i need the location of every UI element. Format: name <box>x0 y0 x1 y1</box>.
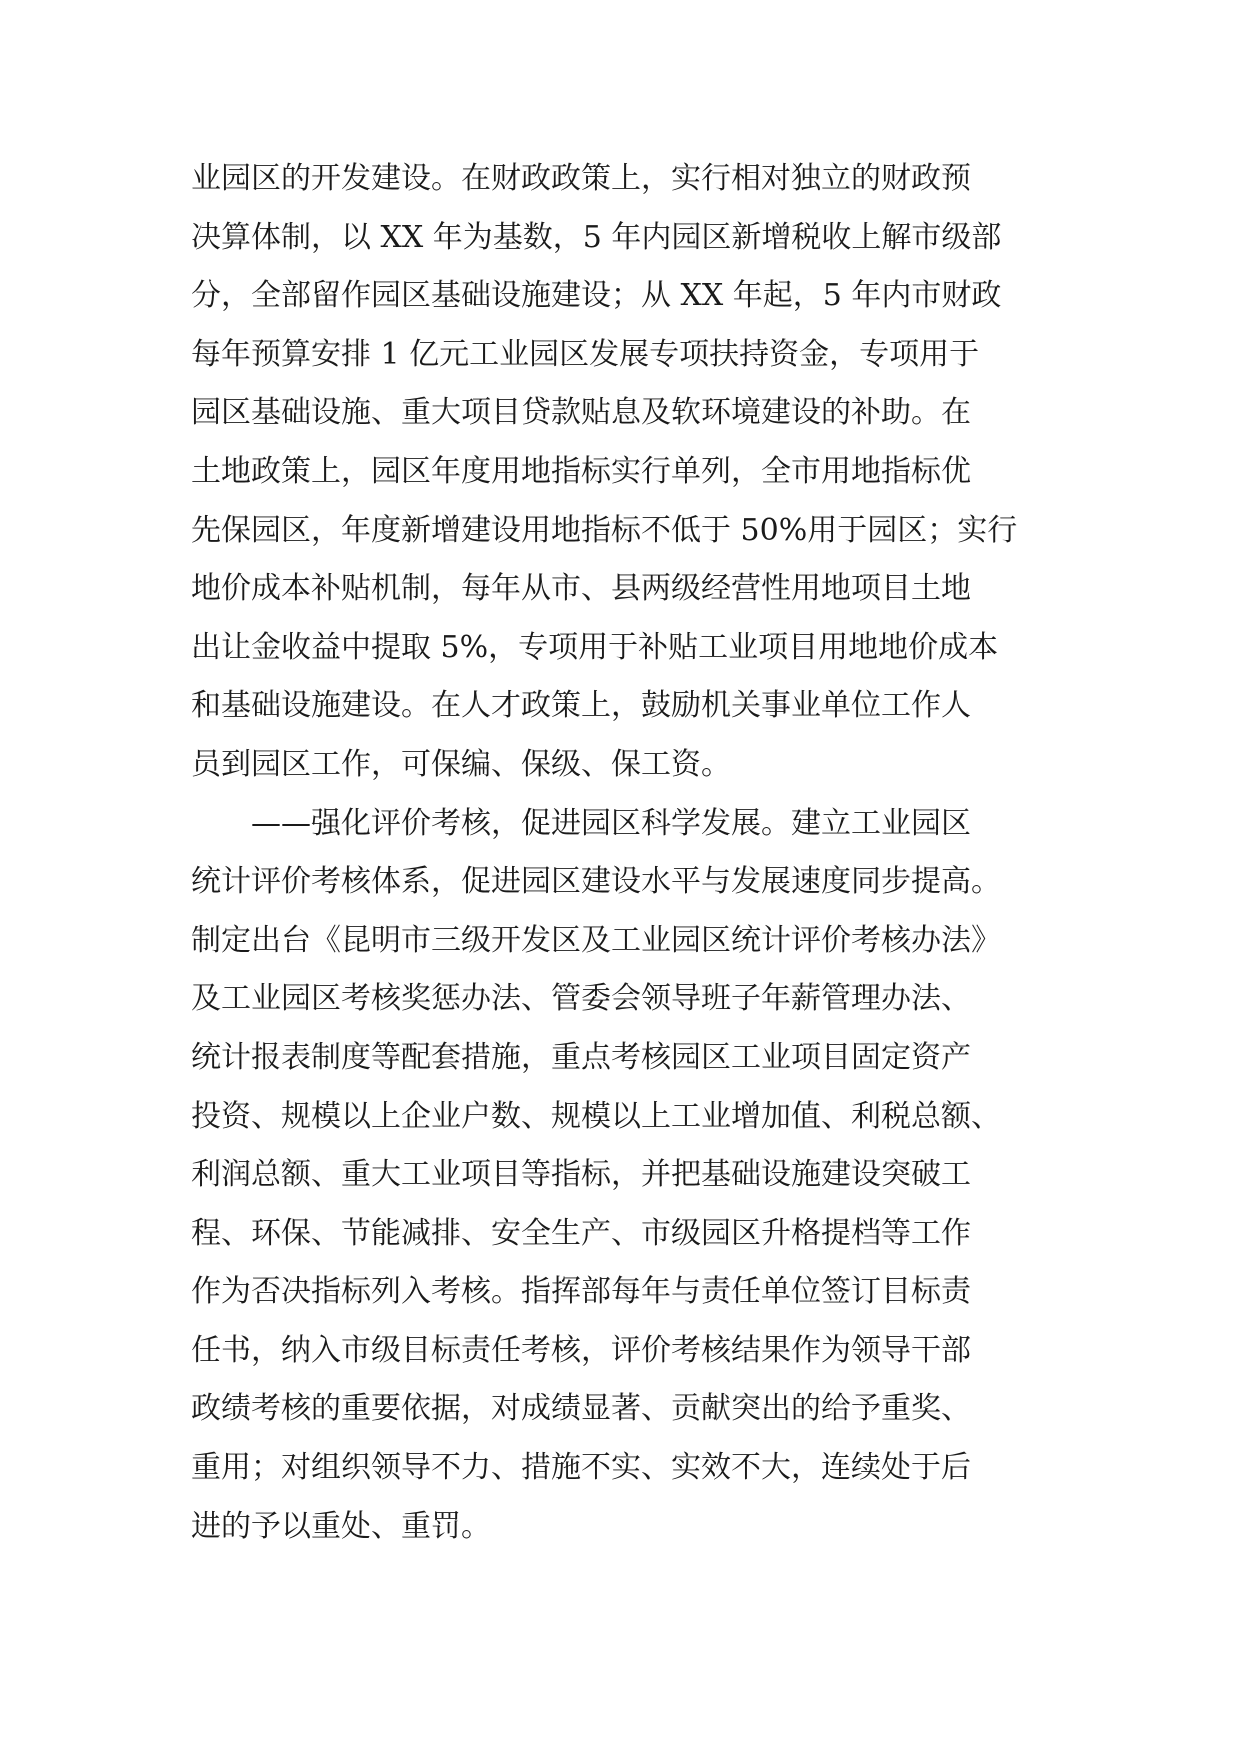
text-line: 分，全部留作园区基础设施建设；从 XX 年起，5 年内市财政 <box>191 278 1002 314</box>
paragraph-1 <box>191 150 1091 795</box>
paragraph-2 <box>191 795 1091 1557</box>
text-line: 土地政策上，园区年度用地指标实行单列，全市用地指标优 <box>191 453 971 489</box>
text-line: ——强化评价考核，促进园区科学发展。建立工业园区 <box>251 805 971 841</box>
text-line: 决算体制，以 XX 年为基数，5 年内园区新增税收上解市级部 <box>191 219 1002 255</box>
text-line: 制定出台《昆明市三级开发区及工业园区统计评价考核办法》 <box>191 922 1001 958</box>
text-line: 利润总额、重大工业项目等指标，并把基础设施建设突破工 <box>191 1157 971 1193</box>
text-line: 地价成本补贴机制，每年从市、县两级经营性用地项目土地 <box>191 571 971 607</box>
text-line: 员到园区工作，可保编、保级、保工资。 <box>191 746 731 782</box>
text-line: 先保园区，年度新增建设用地指标不低于 50%用于园区；实行 <box>191 512 1018 548</box>
text-line: 出让金收益中提取 5%，专项用于补贴工业项目用地地价成本 <box>191 629 999 665</box>
text-line: 进的予以重处、重罚。 <box>191 1508 491 1544</box>
text-line: 及工业园区考核奖惩办法、管委会领导班子年薪管理办法、 <box>191 981 971 1017</box>
text-line: 统计报表制度等配套措施，重点考核园区工业项目固定资产 <box>191 1039 971 1075</box>
text-line: 统计评价考核体系，促进园区建设水平与发展速度同步提高。 <box>191 864 1001 900</box>
text-line: 投资、规模以上企业户数、规模以上工业增加值、利税总额、 <box>191 1098 1001 1134</box>
document-body <box>191 150 1091 1556</box>
text-line: 任书，纳入市级目标责任考核，评价考核结果作为领导干部 <box>191 1332 971 1368</box>
text-line: 每年预算安排 1 亿元工业园区发展专项扶持资金，专项用于 <box>191 336 980 372</box>
text-line: 和基础设施建设。在人才政策上，鼓励机关事业单位工作人 <box>191 688 971 724</box>
text-line: 业园区的开发建设。在财政政策上，实行相对独立的财政预 <box>191 161 971 196</box>
text-line: 作为否决指标列入考核。指挥部每年与责任单位签订目标责 <box>191 1274 971 1310</box>
text-line: 程、环保、节能减排、安全生产、市级园区升格提档等工作 <box>191 1215 971 1251</box>
text-line: 政绩考核的重要依据，对成绩显著、贡献突出的给予重奖、 <box>191 1391 971 1427</box>
text-line: 园区基础设施、重大项目贷款贴息及软环境建设的补助。在 <box>191 395 971 431</box>
text-line: 重用；对组织领导不力、措施不实、实效不大，连续处于后 <box>191 1450 971 1486</box>
